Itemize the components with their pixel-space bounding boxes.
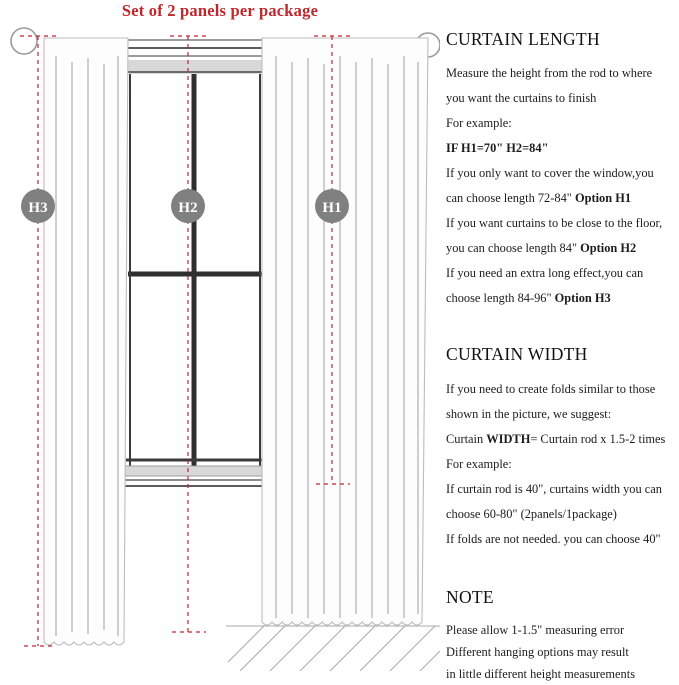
text-line: Different hanging options may result <box>446 644 629 659</box>
section-body-note <box>446 619 679 685</box>
text-line-option-h1: can choose length 72-84" Option H1 <box>446 191 632 206</box>
section-body-curtain-width <box>446 377 679 552</box>
text-line: in little different height measurements <box>446 666 636 681</box>
section-body-curtain-length <box>446 61 679 311</box>
label-h3-text: H3 <box>28 200 48 216</box>
text-line: shown in the picture, we suggest: <box>446 406 612 421</box>
text-line: If you want curtains to be close to the floor, <box>446 216 663 231</box>
text-line-option-h2: you can choose length 84" Option H2 <box>446 241 637 256</box>
curtain-measurement-diagram <box>0 22 440 671</box>
curtain-panel-right <box>262 38 428 625</box>
section-heading-curtain-length: CURTAIN LENGTH <box>446 29 600 49</box>
curtain-panel-left <box>44 38 128 645</box>
text-line: If you need to create folds similar to those <box>446 381 656 396</box>
text-line: If you need an extra long effect,you can <box>446 266 644 281</box>
floor-hatching <box>226 626 440 671</box>
label-badge-h2 <box>171 189 205 223</box>
text-line: you want the curtains to finish <box>446 91 597 106</box>
text-line: For example: <box>446 116 512 131</box>
label-badge-h1 <box>315 189 349 223</box>
text-line-bold: IF H1=70" H2=84" <box>446 141 549 156</box>
text-line-option-h3: choose length 84-96" Option H3 <box>446 291 611 306</box>
text-line: If you only want to cover the window,you <box>446 166 654 181</box>
label-badge-h3 <box>21 189 55 223</box>
text-line: If curtain rod is 40", curtains width you can <box>446 481 662 496</box>
section-heading-curtain-width: CURTAIN WIDTH <box>446 344 588 365</box>
section-heading-note: NOTE <box>446 586 494 607</box>
text-line-width-formula: Curtain WIDTH= Curtain rod x 1.5-2 times <box>446 431 666 446</box>
label-h2-text: H2 <box>178 200 198 216</box>
text-line: choose 60-80" (2panels/1package) <box>446 506 617 521</box>
window-frame <box>122 40 268 486</box>
text-line: For example: <box>446 456 512 471</box>
text-line: Measure the height from the rod to where <box>446 66 653 81</box>
text-line: Please allow 1-1.5" measuring error <box>446 622 625 637</box>
text-line: If folds are not needed. you can choose 40" <box>446 531 661 546</box>
instructions-column <box>446 30 679 685</box>
page-title: Set of 2 panels per package <box>121 1 319 20</box>
label-h1-text: H1 <box>322 200 342 216</box>
